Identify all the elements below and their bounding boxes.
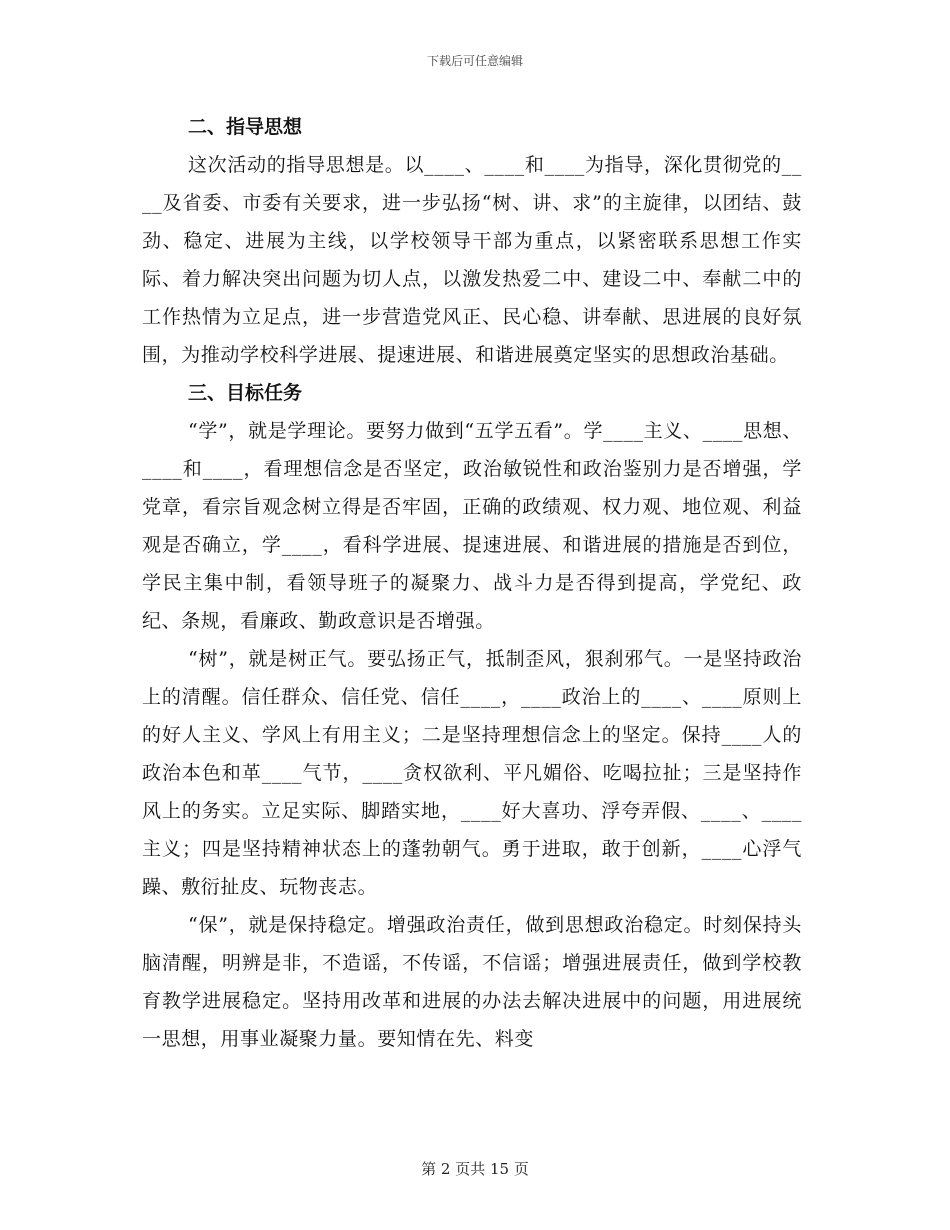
paragraph-guiding-thought: 这次活动的指导思想是。以____、____和____为指导，深化贯彻党的____及省委、市委有关要求，进一步弘扬“树、讲、求”的主旋律，以团结、鼓劲、稳定、进展为主线，以学校领导干部为重点，以紧密联系思想工作实际、着力解决突出问题为切人点，以激发热爱二中、建设二中、奉献二中的工作热情为立足点，进一步营造党风正、民心稳、讲奉献、思进展的良好氛围，为推动学校科学进展、提速进展、和谐进展奠定坚实的思想政治基础。 (142, 154, 802, 366)
paragraph-study: “学”，就是学理论。要努力做到“五学五看”。学____主义、____思想、____和____，看理想信念是否坚定，政治敏锐性和政治鉴别力是否增强，学党章，看宗旨观念树立得是否牢固，正确的政绩观、权力观、地位观、利益观是否确立，学____，看科学进展、提速进展、和谐进展的措施是否到位，学民主集中制，看领导班子的凝聚力、战斗力是否得到提高，学党纪、政纪、条规，看廉政、勤政意识是否增强。 (142, 420, 802, 632)
paragraph-uprightness: “树”，就是树正气。要弘扬正气，抵制歪风，狠刹邪气。一是坚持政治上的清醒。信任群众、信任党、信任____，____政治上的____、____原则上的好人主义、学风上有用主义；二是坚持理想信念上的坚定。保持____人的政治本色和革____气节，____贪权欲利、平凡媚俗、吃喝拉扯；三是坚持作风上的务实。立足实际、脚踏实地，____好大喜功、浮夸弄假、____、____主义；四是坚持精神状态上的蓬勃朝气。勇于进取，敢于创新，____心浮气躁、敷衍扯皮、玩物丧志。 (142, 648, 802, 898)
page-number-footer: 第 2 页共 15 页 (421, 1160, 529, 1178)
document-body (142, 108, 802, 1058)
section-heading-guiding-thought: 二、指导思想 (188, 116, 303, 138)
paragraph-stability: “保”，就是保持稳定。增强政治责任，做到思想政治稳定。时刻保持头脑清醒，明辨是非，不造谣，不传谣，不信谣；增强进展责任，做到学校教育教学进展稳定。坚持用改革和进展的办法去解决进展中的问题，用进展统一思想，用事业凝聚力量。要知情在先、料变 (142, 914, 802, 1050)
section-heading-goals: 三、目标任务 (188, 382, 303, 404)
page-header: 下载后可任意编辑 (426, 54, 523, 68)
